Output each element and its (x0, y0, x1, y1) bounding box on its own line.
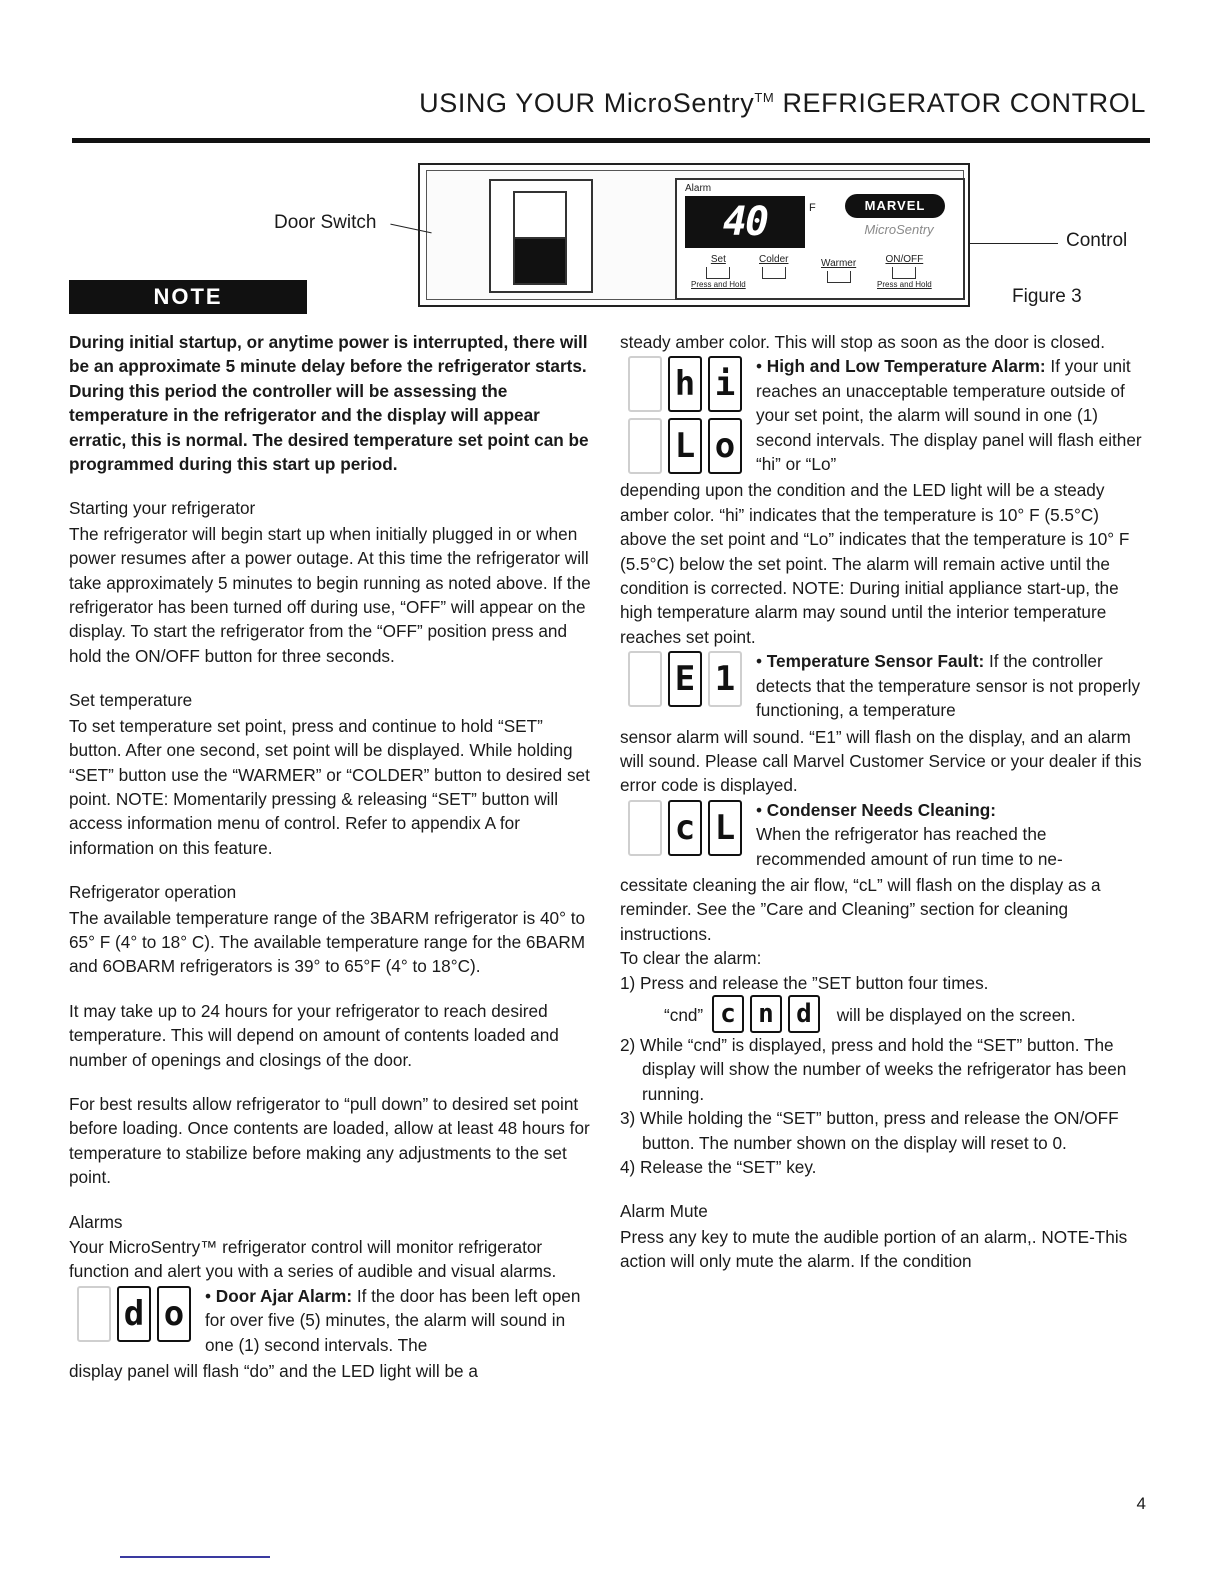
on-off-button-pad[interactable] (892, 267, 916, 279)
high-low-alarm-block (620, 354, 1150, 476)
heading-alarm-mute: Alarm Mute (620, 1201, 708, 1222)
high-low-alarm-body: If your unit reaches an unacceptable temperature outside of your set point, the alarm will sound in one (1) second intervals. The display panel will flash either “hi” or “Lo” (756, 356, 1142, 475)
page-number: 4 (1136, 1494, 1146, 1513)
door-switch-graphic (489, 179, 593, 293)
condenser-step-1: 1) Press and release the ”SET button four times. (620, 972, 989, 993)
condenser-tail: cessitate cleaning the air flow, “cL” will flash on the display as a reminder. See the ”Care and Cleaning” section for cleaning instructions. (620, 874, 1101, 944)
body-refrigerator-operation-3: For best results allow refrigerator to “pull down” to desired set point before loading. Once contents are loaded, allow at least 48 hours for temperature to stabilize before making any adjustments to the set point. (69, 1093, 590, 1188)
condenser-block (620, 798, 1150, 871)
cnd-suffix: will be displayed on the screen. (836, 1004, 1076, 1025)
control-callout: Control (1066, 230, 1128, 251)
condenser-body: When the refrigerator has reached the recommended amount of run time to ne- (756, 824, 1063, 869)
cnd-display-graphic (712, 995, 828, 1033)
condenser-title: Condenser Needs Cleaning: (766, 799, 997, 820)
on-off-button-hold-label: Press and Hold (877, 280, 932, 289)
body-alarm-mute: Press any key to mute the audible portion of an alarm,. NOTE-This action will only mute the alarm. If the condition (620, 1226, 1128, 1272)
cnd-display-line (620, 995, 1150, 1033)
warmer-button[interactable] (821, 258, 856, 283)
control-leader-line (970, 243, 1058, 244)
body-refrigerator-operation: The available temperature range of the 3BARM refrigerator is 40° to 65° F (4° to 18° C). The available temperature range for the 6BARM and 6OBARM refrigerators is 39° to 65°F (4° to 18°C). (69, 907, 586, 977)
heading-starting-refrigerator: Starting your refrigerator (69, 498, 256, 519)
segment-digit-1 (77, 1286, 111, 1342)
note-banner: NOTE (69, 280, 307, 314)
sensor-fault-title: Temperature Sensor Fault: (766, 651, 985, 672)
door-switch-upper (513, 191, 567, 241)
segment-digit-hi-3: i (708, 356, 742, 412)
body-starting-refrigerator: The refrigerator will begin start up when initially plugged in or when power resumes after a power outage. At this time the refrigerator will take approximately 5 minutes to begin running as noted above. If the refrigerator has been turned off during use, “OFF” will appear on the display. To start the refrigerator from the “OFF” position press and hold the ON/OFF button for three seconds. (69, 523, 591, 666)
door-ajar-alarm-text: • Door Ajar Alarm: If the door has been left open for over five (5) minutes, the alarm will sound in one (1) second intervals. The (205, 1285, 581, 1355)
heading-set-temperature: Set temperature (69, 690, 193, 711)
door-switch-lower (513, 237, 567, 285)
alarm-indicator-label: Alarm (685, 183, 712, 194)
door-ajar-display-graphic (77, 1286, 195, 1344)
segment-digit-3: o (157, 1286, 191, 1342)
condenser-step-2: 2) While “cnd” is displayed, press and hold the “SET” button. The display will show the number of weeks the refrigerator has been running. (620, 1034, 1127, 1104)
colder-button-label: Colder (759, 254, 789, 265)
segment-digit-lo-1 (628, 418, 662, 474)
body-alarms: Your MicroSentry™ refrigerator control will monitor refrigerator function and alert you with a series of audible and visual alarms. (69, 1237, 557, 1282)
segment-digit-lo-2: L (668, 418, 702, 474)
trademark-mark: TM (754, 90, 775, 105)
figure-panel-frame (426, 170, 964, 300)
heading-alarms: Alarms (69, 1211, 123, 1232)
right-column-intro: steady amber color. This will stop as soon as the door is closed. (620, 332, 1105, 352)
segment-digit-e1-2: E (668, 651, 702, 707)
body-refrigerator-operation-2: It may take up to 24 hours for your refrigerator to reach desired temperature. This will depend on amount of contents loaded and number of openings and closings of the door. (69, 1000, 559, 1070)
note-body: During initial startup, or anytime power is interrupted, there will be an approximate 5 minute delay before the refrigerator starts. During this period the controller will be assessing the temperature in the refrigerator and the display will appear erratic, this is normal. The desired temperature set point can be programmed during this start up period. (69, 332, 589, 475)
body-set-temperature: To set temperature set point, press and continue to hold “SET” button. After one second, set point will be displayed. While holding “SET” button use the “WARMER” or “COLDER” button to desired set point. NOTE: Momentarily pressing & releasing “SET” button will access information menu of control. Refer to appendix A for information on this feature. (69, 715, 590, 858)
segment-digit-cl-1 (628, 800, 662, 856)
segment-digit-e1-1 (628, 651, 662, 707)
cnd-prefix: “cnd” (664, 1004, 704, 1025)
colder-button[interactable] (759, 254, 788, 279)
segment-digit-cl-3: L (708, 800, 742, 856)
sensor-fault-text: • Temperature Sensor Fault: If the controller detects that the temperature sensor is not properly functioning, a temperature (756, 651, 1141, 721)
warmer-button-pad[interactable] (827, 271, 851, 283)
condenser-text: • Condenser Needs Cleaning: When the refrigerator has reached the recommended amount of run time to ne- (756, 799, 1063, 869)
segment-digit-cnd-2: n (750, 995, 782, 1033)
header-divider (72, 138, 1150, 143)
set-button-label: Set (710, 254, 726, 265)
segment-digit-cl-2: c (668, 800, 702, 856)
set-button-hold-label: Press and Hold (691, 280, 746, 289)
on-off-button-label: ON/OFF (885, 254, 924, 265)
high-low-alarm-text: • High and Low Temperature Alarm: If your unit reaches an unacceptable temperature outside of your set point, the alarm will sound in one (1) second intervals. The display panel will flash either “hi” or “Lo” (756, 356, 1142, 475)
segment-digit-2: d (117, 1286, 151, 1342)
segment-digit-e1-3: 1 (708, 651, 742, 707)
condenser-clear-lead: To clear the alarm: (620, 948, 762, 969)
on-off-button[interactable] (877, 254, 932, 289)
sensor-fault-tail: sensor alarm will sound. “E1” will flash on the display, and an alarm will sound. Please call Marvel Customer Service or your dealer if this error code is displayed. (620, 726, 1142, 796)
high-low-alarm-title: High and Low Temperature Alarm: (766, 356, 1046, 377)
page-title-prefix: USING YOUR MicroSentry (419, 88, 755, 118)
condenser-step-3: 3) While holding the “SET” button, press and release the ON/OFF button. The number shown on the display will reset to 0. (620, 1108, 1119, 1153)
set-button-pad[interactable] (706, 267, 730, 279)
left-column (69, 330, 591, 1383)
sensor-fault-display-graphic (628, 651, 746, 709)
colder-button-pad[interactable] (762, 267, 786, 279)
right-column (620, 330, 1150, 1274)
temperature-unit-label: F (809, 202, 816, 214)
warmer-button-label: Warmer (821, 258, 857, 269)
figure-3-illustration (418, 163, 970, 307)
page-title-suffix: REFRIGERATOR CONTROL (774, 88, 1146, 118)
heading-refrigerator-operation: Refrigerator operation (69, 882, 237, 903)
figure-caption: Figure 3 (1012, 286, 1082, 307)
segment-digit-hi-2: h (668, 356, 702, 412)
marvel-logo: MARVEL (845, 194, 945, 218)
footer-rule (120, 1556, 270, 1558)
sensor-fault-block (620, 649, 1150, 722)
segment-digit-cnd-3: d (788, 995, 820, 1033)
segment-digit-hi-1 (628, 356, 662, 412)
control-graphic (675, 178, 965, 300)
condenser-step-4: 4) Release the “SET” key. (620, 1157, 817, 1177)
door-ajar-alarm-block (69, 1284, 591, 1357)
microsentry-logo: MicroSentry (864, 222, 934, 237)
temperature-display-value: 40 (722, 199, 768, 245)
door-ajar-alarm-tail: display panel will flash “do” and the LED light will be a (69, 1361, 478, 1382)
sensor-fault-body: If the controller detects that the temperature sensor is not properly functioning, a temperature (756, 651, 1141, 721)
temperature-display (685, 196, 805, 248)
control-button-row (681, 254, 959, 296)
set-button[interactable] (691, 254, 746, 289)
high-low-alarm-tail: depending upon the condition and the LED light will be a steady amber color. “hi” indicates that the temperature is 10° F (5.5°C) above the set point and “Lo” indicates that the temperature is 10° F (5.5°C) below the set point. The alarm will remain active until the condition is corrected. NOTE: During initial appliance start-up, the high temperature alarm may sound until the interior temperature reaches set point. (620, 480, 1130, 647)
condenser-display-graphic (628, 800, 746, 858)
high-low-display-graphics (628, 356, 746, 474)
door-ajar-alarm-body: If the door has been left open for over five (5) minutes, the alarm will sound in one (1) second intervals. The (205, 1285, 581, 1355)
door-switch-callout: Door Switch (274, 212, 377, 233)
page-title (419, 88, 1146, 119)
segment-digit-lo-3: o (708, 418, 742, 474)
door-ajar-alarm-title: Door Ajar Alarm: (215, 1285, 353, 1306)
segment-digit-cnd-1: c (712, 995, 744, 1033)
